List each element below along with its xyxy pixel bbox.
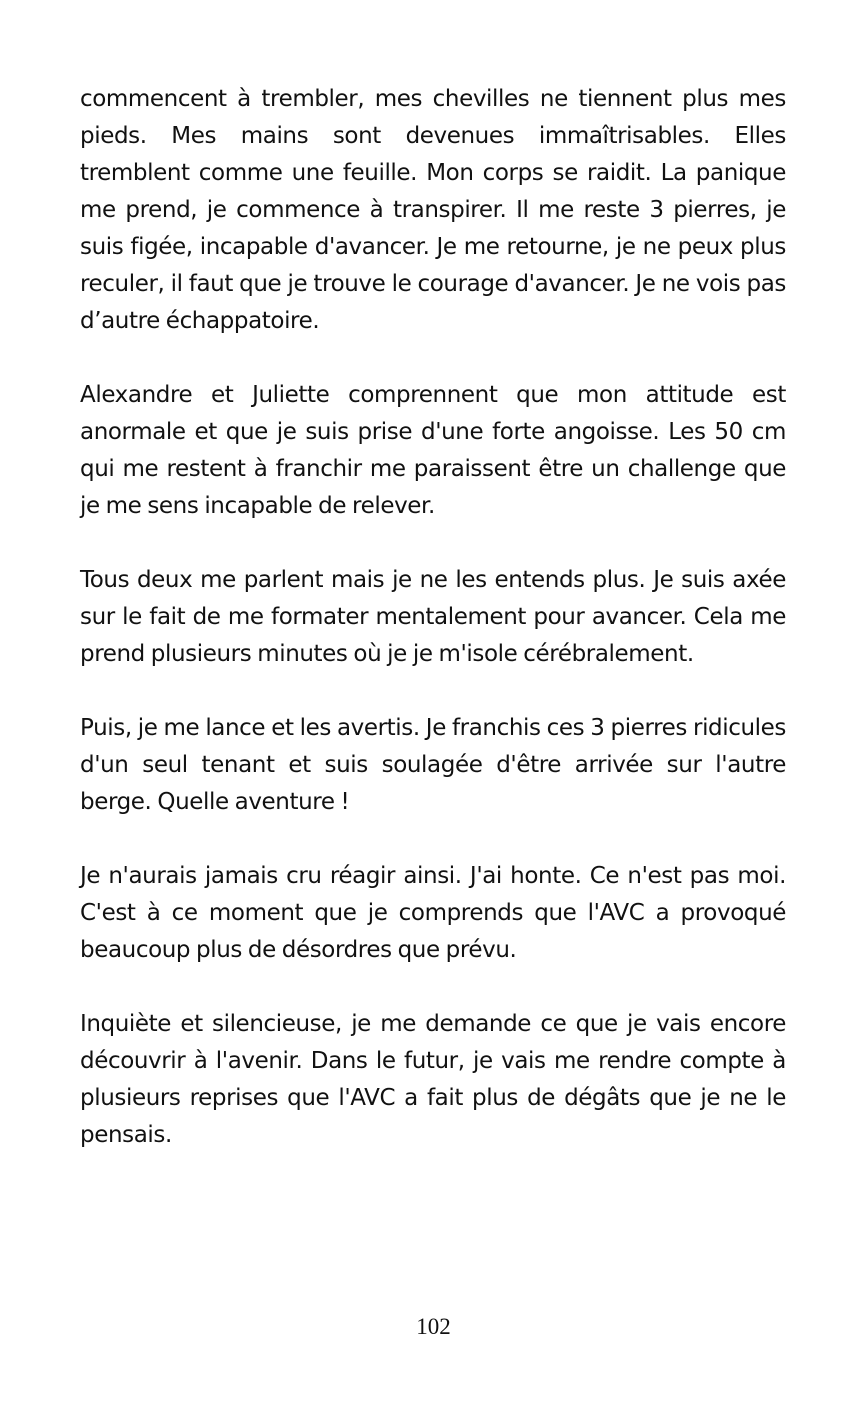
body-text (80, 81, 786, 1191)
paragraph-2: Alexandre et Juliette comprennent que mon attitude est anormale et que je suis prise d'une forte angoisse. Les 50 cm qui me restent à franchir me paraissent être un challenge que je me sens incapable de relever. (80, 382, 786, 519)
paragraph-1: commencent à trembler, mes chevilles ne tiennent plus mes pieds. Mes mains sont devenues immaîtrisables. Elles tremblent comme une feuille. Mon corps se raidit. La panique me prend, je commence à transpirer. Il me reste 3 pierres, je suis figée, incapable d'avancer. Je me retourne, je ne peux plus reculer, il faut que je trouve le courage d'avancer. Je ne vois pas d’autre échappatoire. (80, 86, 786, 334)
paragraph-4: Puis, je me lance et les avertis. Je franchis ces 3 pierres ridicules d'un seul tenant et suis soulagée d'être arrivée sur l'autre berge. Quelle aventure ! (80, 715, 786, 815)
paragraph-6: Inquiète et silencieuse, je me demande ce que je vais encore découvrir à l'avenir. Dans le futur, je vais me rendre compte à plusieurs reprises que l'AVC a fait plus de dégâts que je ne le pensais. (80, 1011, 786, 1148)
paragraph-3: Tous deux me parlent mais je ne les entends plus. Je suis axée sur le fait de me formater mentalement pour avancer. Cela me prend plusieurs minutes où je je m'isole cérébralement. (80, 567, 786, 667)
page-number: 102 (416, 1314, 451, 1339)
paragraph-5: Je n'aurais jamais cru réagir ainsi. J'ai honte. Ce n'est pas moi. C'est à ce moment que je comprends que l'AVC a provoqué beaucoup plus de désordres que prévu. (80, 863, 786, 963)
